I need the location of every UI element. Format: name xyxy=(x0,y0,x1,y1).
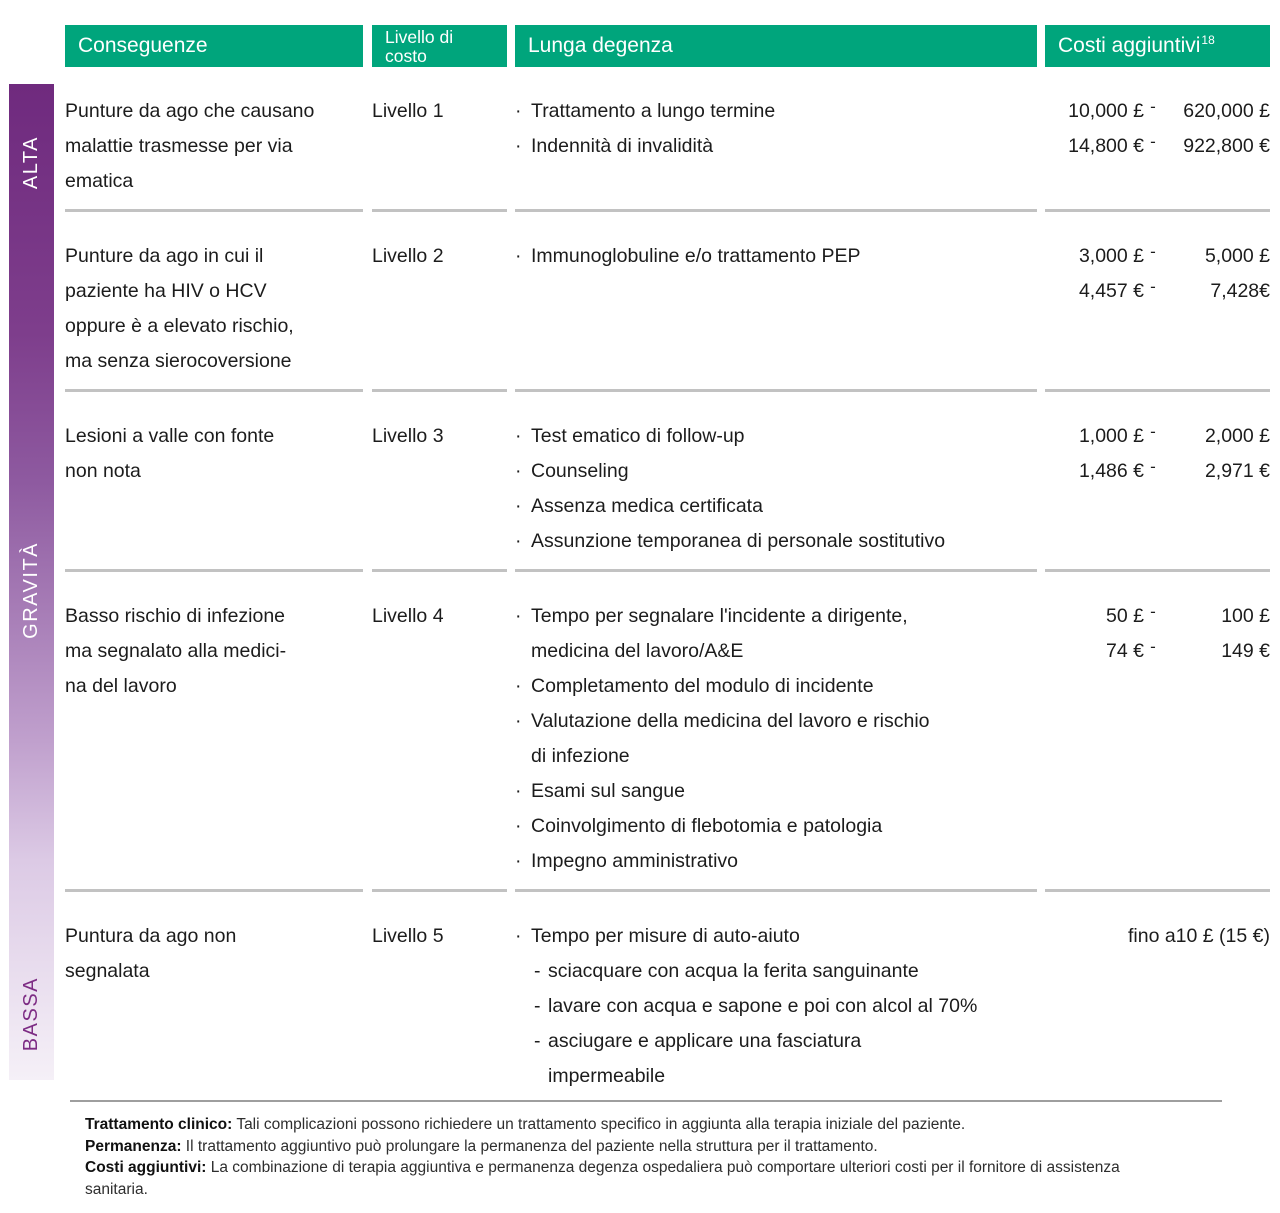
separator-segment xyxy=(515,389,1037,392)
stay-item xyxy=(515,739,1037,774)
consequence-line: ma senza sierocoversione xyxy=(65,350,292,372)
separator-segment xyxy=(515,209,1037,212)
stay-item-text: Completamento del modulo di incidente xyxy=(531,675,874,697)
consequence-line: paziente ha HIV o HCV xyxy=(65,280,267,302)
stay-item-text: Counseling xyxy=(531,460,629,482)
table-row xyxy=(65,572,1270,889)
stay-item-bullet: - xyxy=(534,995,541,1017)
stay-item-bullet: · xyxy=(515,850,522,872)
separator-segment xyxy=(1045,569,1270,572)
separator-segment xyxy=(1045,209,1270,212)
stay-item-bullet: · xyxy=(515,925,522,947)
row-separator xyxy=(65,209,1270,212)
cost-low-value: 74 € xyxy=(1106,640,1144,662)
separator-segment xyxy=(65,389,363,392)
stay-item xyxy=(515,1024,1037,1059)
stay-item-bullet: · xyxy=(515,605,522,627)
footnote-text: La combinazione di terapia aggiuntiva e permanenza degenza ospedaliera può comportare ulteriori costi per il fornitore di assistenza sanitaria. xyxy=(85,1159,1120,1198)
cost-high-value: 922,800 € xyxy=(1183,135,1270,157)
stay-item xyxy=(515,774,1037,809)
cost-value: fino a10 £ (15 €) xyxy=(1127,925,1270,947)
stay-item-bullet: · xyxy=(515,495,522,517)
stay-item-text: lavare con acqua e sapone e poi con alcol al 70% xyxy=(548,995,978,1017)
consequence-cell xyxy=(65,919,363,1094)
cost-level-cell xyxy=(372,919,507,1094)
consequence-line: Basso rischio di infezione xyxy=(65,605,286,627)
stay-item-bullet: · xyxy=(515,135,522,157)
separator-segment xyxy=(515,889,1037,892)
stay-item-text: Impegno amministrativo xyxy=(531,850,738,872)
cost-low-value: 10,000 £ xyxy=(1068,100,1144,122)
additional-costs-cell xyxy=(1045,599,1270,879)
stay-item xyxy=(515,599,1037,634)
stay-item-bullet: - xyxy=(534,960,541,982)
stay-item-text: Assunzione temporanea di personale sostitutivo xyxy=(531,530,946,552)
severity-label-bassa xyxy=(9,950,54,1078)
consequence-cell xyxy=(65,94,363,199)
consequence-line: malattie trasmesse per via xyxy=(65,135,293,157)
stay-item xyxy=(515,809,1037,844)
stay-item xyxy=(515,634,1037,669)
cost-range-dash: - xyxy=(1150,277,1156,296)
footnote-label: Trattamento clinico: xyxy=(85,1116,233,1133)
additional-costs-cell xyxy=(1045,919,1270,1094)
consequence-line: ematica xyxy=(65,170,134,192)
separator-segment xyxy=(1045,389,1270,392)
stay-item-bullet: · xyxy=(515,460,522,482)
consequence-line: na del lavoro xyxy=(65,675,177,697)
footnote-label: Permanenza: xyxy=(85,1137,182,1155)
stay-item xyxy=(515,524,1037,559)
stay-item-text: Indennità di invalidità xyxy=(531,135,714,157)
severity-label-gravita-text: GRAVITÀ xyxy=(20,541,42,639)
long-stay-cell xyxy=(515,419,1037,559)
cost-high-value: 2,000 £ xyxy=(1204,425,1270,447)
stay-item xyxy=(515,419,1037,454)
stay-item-bullet: · xyxy=(515,675,522,697)
stay-item-text: Assenza medica certificata xyxy=(531,495,763,517)
cost-line xyxy=(1045,634,1270,669)
long-stay-cell xyxy=(515,239,1037,379)
table-body xyxy=(65,67,1270,1104)
stay-item-text: Tempo per segnalare l'incidente a dirigente, xyxy=(531,605,908,627)
cost-high-value: 620,000 £ xyxy=(1183,100,1270,122)
stay-item-text: sciacquare con acqua la ferita sanguinante xyxy=(548,960,919,982)
stay-item-text: Tempo per misure di auto-aiuto xyxy=(531,925,800,947)
consequence-line: Lesioni a valle con fonte xyxy=(65,425,275,447)
long-stay-cell xyxy=(515,94,1037,199)
header-conseguenze: Conseguenze xyxy=(65,25,363,67)
footnote-label: Costi aggiuntivi: xyxy=(85,1159,207,1176)
cost-range-dash: - xyxy=(1150,132,1156,151)
cost-high-value: 7,428€ xyxy=(1210,280,1270,302)
stay-item-text: Valutazione della medicina del lavoro e rischio xyxy=(531,710,930,732)
cost-level-cell xyxy=(372,599,507,879)
stay-item-text: Coinvolgimento di flebotomia e patologia xyxy=(531,815,883,837)
cost-table xyxy=(65,25,1270,1104)
table-row xyxy=(65,212,1270,389)
cost-level-label: Livello 1 xyxy=(372,100,444,122)
separator-segment xyxy=(372,569,507,572)
cost-level-cell xyxy=(372,239,507,379)
consequence-line: segnalata xyxy=(65,960,150,982)
cost-high-value: 2,971 € xyxy=(1204,460,1270,482)
stay-item xyxy=(515,129,1037,164)
consequence-line: oppure è a elevato rischio, xyxy=(65,315,294,337)
table-row xyxy=(65,392,1270,569)
cost-level-label: Livello 3 xyxy=(372,425,444,447)
stay-item-text: asciugare e applicare una fasciatura xyxy=(548,1030,862,1052)
separator-segment xyxy=(372,389,507,392)
severity-label-bassa-text: BASSA xyxy=(20,976,42,1052)
stay-item xyxy=(515,704,1037,739)
separator-segment xyxy=(372,209,507,212)
stay-item-text: Immunoglobuline e/o trattamento PEP xyxy=(531,245,861,267)
cost-line xyxy=(1045,919,1270,954)
cost-low-value: 1,000 £ xyxy=(1078,425,1144,447)
stay-item xyxy=(515,844,1037,879)
stay-item xyxy=(515,94,1037,129)
cost-range-dash: - xyxy=(1150,602,1156,621)
additional-costs-cell xyxy=(1045,239,1270,379)
cost-range-dash: - xyxy=(1150,637,1156,656)
footer-divider xyxy=(70,1100,1222,1102)
header-footnote-ref: 18 xyxy=(1201,33,1215,47)
stay-item xyxy=(515,489,1037,524)
separator-segment xyxy=(65,209,363,212)
stay-item-text: Test ematico di follow-up xyxy=(531,425,745,447)
separator-segment xyxy=(65,569,363,572)
cost-level-label: Livello 4 xyxy=(372,605,444,627)
cost-range-dash: - xyxy=(1150,422,1156,441)
stay-item xyxy=(515,919,1037,954)
table-row xyxy=(65,892,1270,1104)
separator-segment xyxy=(1045,889,1270,892)
stay-item-bullet: · xyxy=(515,530,522,552)
cost-high-value: 5,000 £ xyxy=(1204,245,1270,267)
stay-item-text: impermeabile xyxy=(548,1065,666,1087)
cost-line xyxy=(1045,129,1270,164)
stay-item xyxy=(515,989,1037,1024)
separator-segment xyxy=(372,889,507,892)
cost-low-value: 3,000 £ xyxy=(1078,245,1144,267)
stay-item xyxy=(515,669,1037,704)
stay-item-bullet: · xyxy=(515,815,522,837)
consequence-line: Puntura da ago non xyxy=(65,925,237,947)
cost-low-value: 1,486 € xyxy=(1078,460,1144,482)
row-separator xyxy=(65,389,1270,392)
stay-item-text: medicina del lavoro/A&E xyxy=(531,640,744,662)
severity-label-alta-text: ALTA xyxy=(20,135,42,190)
consequence-line: Punture da ago che causano xyxy=(65,100,315,122)
cost-low-value: 50 £ xyxy=(1106,605,1144,627)
cost-high-value: 100 £ xyxy=(1221,605,1270,627)
cost-range-dash: - xyxy=(1150,457,1156,476)
footnotes xyxy=(85,1114,1145,1200)
long-stay-cell xyxy=(515,919,1037,1094)
footnote-text: Il trattamento aggiuntivo può prolungare la permanenza del paziente nella struttura per il trattamento. xyxy=(185,1137,878,1155)
header-costi-aggiuntivi-label: Costi aggiuntivi xyxy=(1058,34,1201,57)
cost-line xyxy=(1045,274,1270,309)
cost-high-value: 149 € xyxy=(1221,640,1270,662)
stay-item-bullet: · xyxy=(515,100,522,122)
cost-level-cell xyxy=(372,94,507,199)
cost-range-dash: - xyxy=(1150,242,1156,261)
consequence-cell xyxy=(65,419,363,559)
table-header-row xyxy=(65,25,1270,67)
consequence-cell xyxy=(65,239,363,379)
header-lunga-degenza: Lunga degenza xyxy=(515,25,1037,67)
footnote-permanenza xyxy=(85,1136,1145,1158)
footnote-costi-aggiuntivi xyxy=(85,1157,1145,1200)
additional-costs-cell xyxy=(1045,94,1270,199)
consequence-line: ma segnalato alla medici- xyxy=(65,640,287,662)
consequence-line: Punture da ago in cui il xyxy=(65,245,264,267)
severity-label-gravita xyxy=(9,495,54,685)
stay-item xyxy=(515,1059,1037,1094)
stay-item xyxy=(515,454,1037,489)
stay-item-bullet: · xyxy=(515,245,522,267)
cost-low-value: 14,800 € xyxy=(1068,135,1144,157)
header-livello-di-costo: Livello di costo xyxy=(372,25,507,67)
severity-label-alta xyxy=(9,95,54,230)
cost-level-cell xyxy=(372,419,507,559)
long-stay-cell xyxy=(515,599,1037,879)
stay-item-bullet: - xyxy=(534,1030,541,1052)
separator-segment xyxy=(515,569,1037,572)
stay-item-text: Esami sul sangue xyxy=(531,780,685,802)
stay-item xyxy=(515,239,1037,274)
stay-item-bullet: · xyxy=(515,780,522,802)
cost-range-dash: - xyxy=(1150,97,1156,116)
row-separator xyxy=(65,889,1270,892)
additional-costs-cell xyxy=(1045,419,1270,559)
stay-item-text: Trattamento a lungo termine xyxy=(531,100,776,122)
cost-level-label: Livello 5 xyxy=(372,925,444,947)
stay-item xyxy=(515,954,1037,989)
consequence-cell xyxy=(65,599,363,879)
cost-line xyxy=(1045,454,1270,489)
cost-level-label: Livello 2 xyxy=(372,245,444,267)
header-costi-aggiuntivi xyxy=(1045,25,1270,67)
separator-segment xyxy=(65,889,363,892)
cost-low-value: 4,457 € xyxy=(1078,280,1144,302)
footnote-trattamento-clinico xyxy=(85,1114,1145,1136)
footnote-text: Tali complicazioni possono richiedere un trattamento specifico in aggiunta alla terapia iniziale del paziente. xyxy=(236,1116,966,1133)
stay-item-bullet: · xyxy=(515,710,522,732)
stay-item-text: di infezione xyxy=(531,745,630,767)
row-separator xyxy=(65,569,1270,572)
stay-item-bullet: · xyxy=(515,425,522,447)
consequence-line: non nota xyxy=(65,460,141,482)
table-row xyxy=(65,67,1270,209)
